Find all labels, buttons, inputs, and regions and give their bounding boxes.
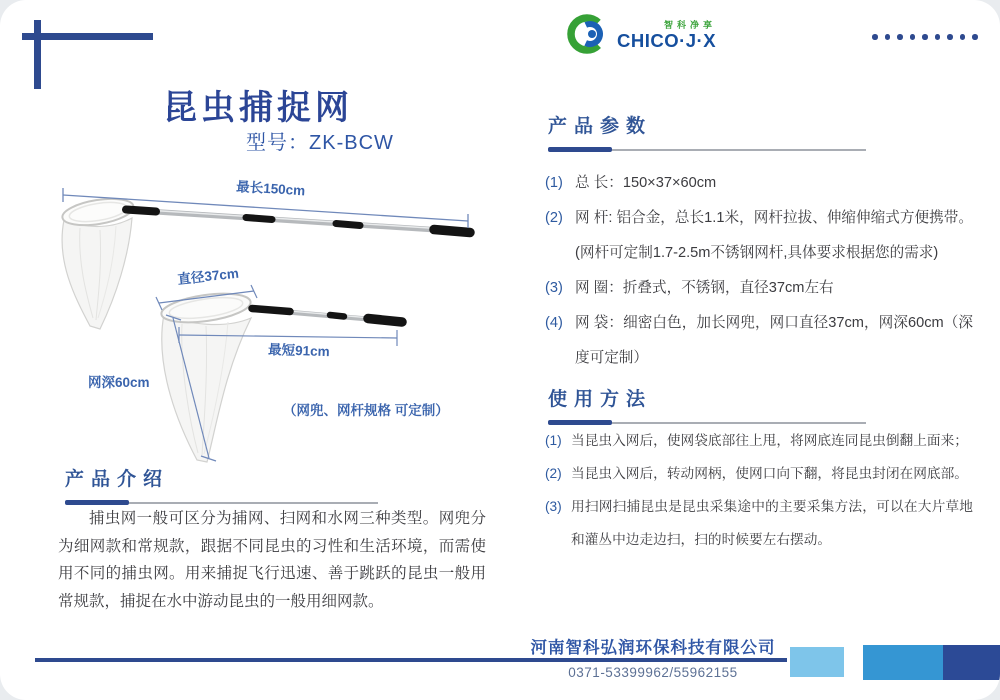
param-item — [545, 166, 973, 201]
dot-icon — [897, 34, 903, 40]
section-usage-heading: 使用方法 — [548, 389, 653, 410]
section-rule — [548, 147, 866, 152]
rule-accent — [548, 147, 612, 152]
brand-logo — [566, 11, 716, 57]
section-intro-heading: 产品介绍 — [65, 469, 170, 490]
section-intro — [65, 464, 378, 505]
brand-name: CHICO·J·X — [617, 30, 717, 51]
dot-icon — [910, 34, 916, 40]
rule-line — [129, 502, 378, 504]
usage-item-number: (2) — [545, 466, 562, 481]
dot-icon — [872, 34, 878, 40]
usage-item — [545, 424, 973, 457]
dot-icon — [922, 34, 928, 40]
rule-line — [612, 149, 866, 151]
net-collapsed — [88, 265, 449, 462]
param-item-number: (2) — [545, 210, 563, 226]
dot-icon — [972, 34, 978, 40]
custom-note: （网兜、网杆规格 可定制） — [283, 403, 449, 418]
param-item — [545, 306, 973, 376]
usage-item — [545, 457, 973, 490]
dot-icon — [885, 34, 891, 40]
param-item-text: 网 袋：细密白色，加长网兜，网口直径37cm，网深60cm（深度可定制） — [575, 315, 973, 366]
model-number: 型号：ZK-BCW — [246, 132, 394, 154]
param-item — [545, 271, 973, 306]
section-usage — [548, 384, 866, 425]
usage-item-number: (3) — [545, 499, 562, 514]
brand-tagline: 智科净享 — [664, 20, 717, 30]
dot-icon — [947, 34, 953, 40]
param-item-number: (4) — [545, 315, 563, 331]
usage-item-number: (1) — [545, 433, 562, 448]
usage-item-text: 当昆虫入网后，使网袋底部往上甩，将网底连同昆虫倒翻上面来； — [571, 433, 968, 448]
section-params-heading: 产品参数 — [548, 116, 653, 137]
usage-list — [545, 424, 973, 556]
page-title: 昆虫捕捉网 — [163, 89, 353, 127]
intro-paragraph: 捕虫网一般可区分为捕网、扫网和水网三种类型。网兜分为细网款和常规款，跟据不同昆虫的习性和生活环境，而需使用不同的捕虫网。用来捕捉飞行迅速、善于跳跃的昆虫一般用常规款，捕捉在水中游动昆虫的一般用细网款。 — [58, 510, 486, 610]
product-diagram — [40, 168, 510, 478]
brand-logo-text — [617, 17, 716, 51]
footer-accent-block-dark — [943, 645, 1000, 680]
footer-accent-block-mid — [863, 645, 943, 680]
footer-accent-block-light — [790, 647, 844, 677]
min-length-label: 最短91cm — [267, 342, 330, 360]
header-dots — [872, 34, 978, 40]
param-item — [545, 201, 973, 271]
param-item-text: 网 圈：折叠式，不锈钢，直径37cm左右 — [575, 280, 834, 296]
brand-logo-icon — [566, 11, 612, 57]
max-length-label: 最长150cm — [235, 179, 306, 199]
dot-icon — [960, 34, 966, 40]
param-item-text: 网 杆: 铝合金，总长1.1米，网杆拉拔、伸缩伸缩式方便携带。(网杆可定制1.7-2.5m不锈钢网杆,具体要求根据您的需求) — [575, 210, 973, 261]
footer-divider — [35, 658, 787, 662]
param-item-number: (3) — [545, 280, 563, 296]
dot-icon — [935, 34, 941, 40]
param-item-text: 总 长：150×37×60cm — [575, 175, 717, 191]
net-depth-label: 网深60cm — [88, 375, 150, 390]
usage-item — [545, 490, 973, 556]
param-item-number: (1) — [545, 175, 563, 191]
params-list — [545, 166, 973, 376]
company-name: 河南智科弘润环保科技有限公司 — [530, 639, 776, 657]
phone-number: 0371-53399962/55962155 — [568, 665, 738, 680]
usage-item-text: 当昆虫入网后，转动网柄，使网口向下翻，将昆虫封闭在网底部。 — [571, 466, 968, 481]
section-params — [548, 111, 866, 152]
corner-cross-decoration — [22, 33, 153, 40]
usage-item-text: 用扫网扫捕昆虫是昆虫采集途中的主要采集方法，可以在大片草地和灌丛中边走边扫，扫的时候要左右摆动。 — [571, 499, 973, 547]
corner-cross-decoration — [34, 20, 41, 89]
diameter-label: 直径37cm — [176, 265, 240, 287]
